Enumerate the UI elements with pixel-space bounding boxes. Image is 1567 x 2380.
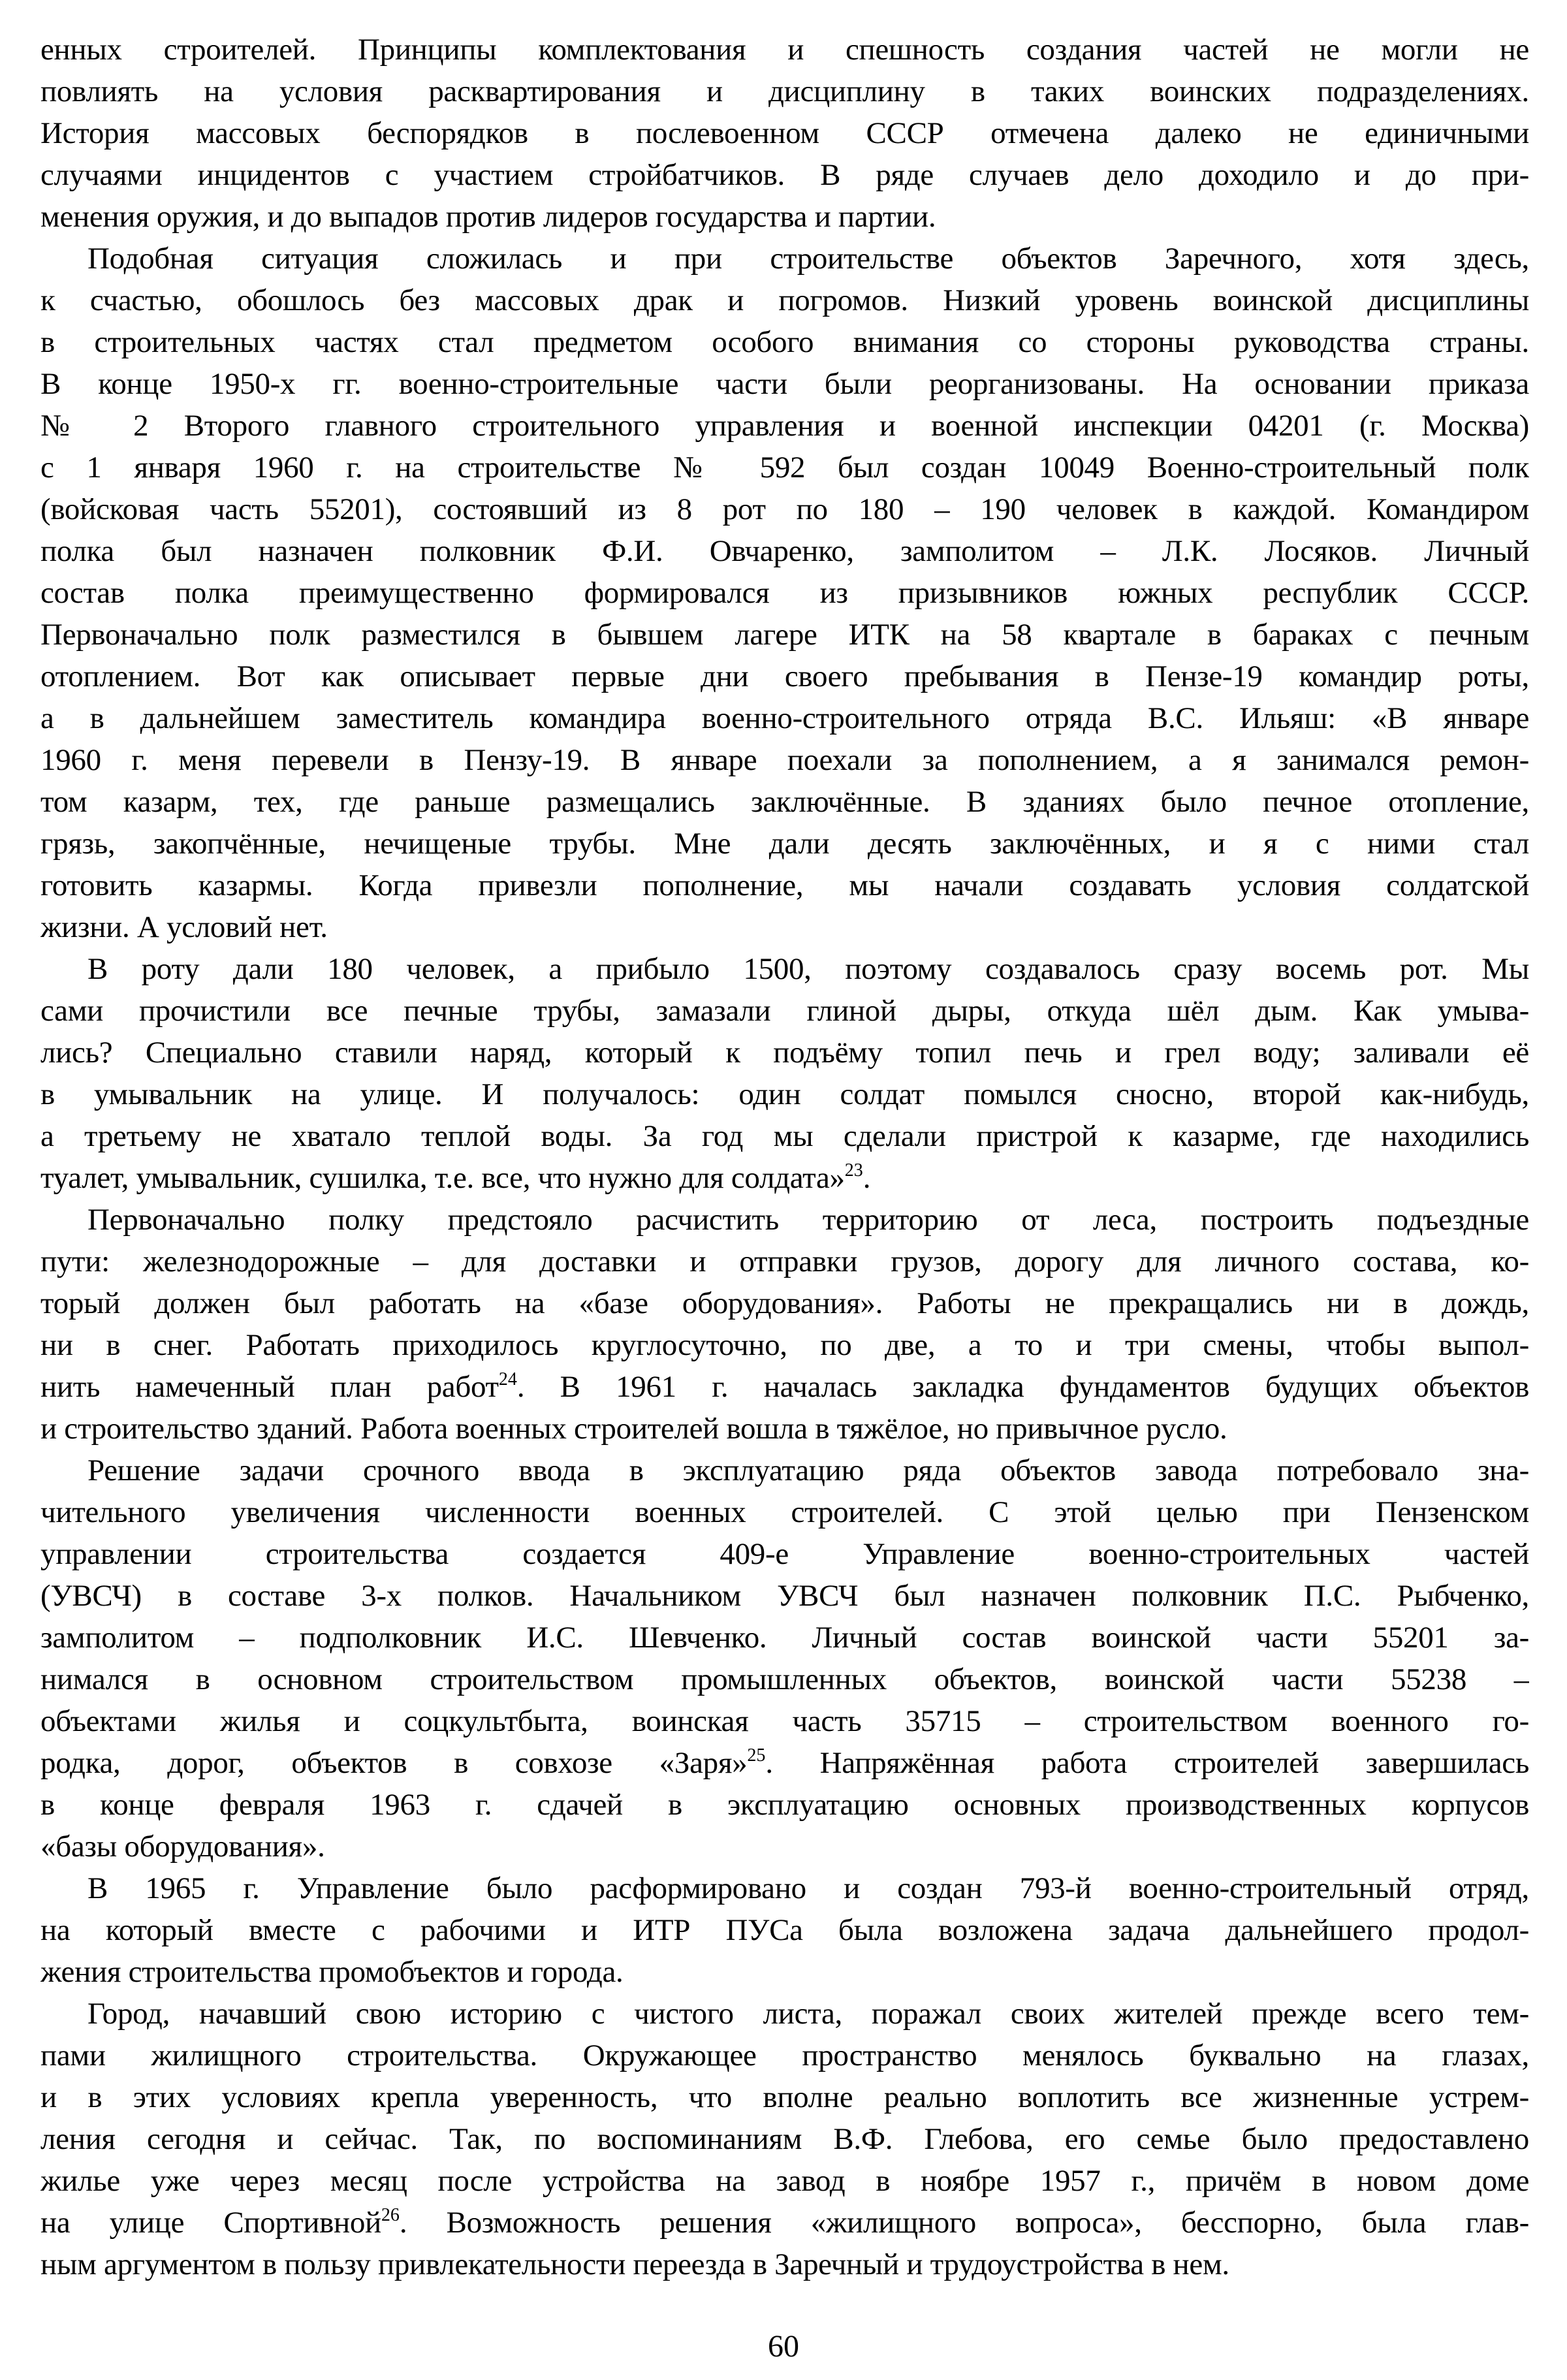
- text-line: управлении строительства создается 409-е Управление военно-строительных частей: [40, 1537, 1529, 1571]
- text-column: [40, 29, 1529, 2285]
- footnote-marker: 23: [844, 1160, 863, 1181]
- text-line: пути: железнодорожные – для доставки и отправки грузов, дорогу для личного состава, ко-: [40, 1245, 1529, 1278]
- text-line: № 2 Второго главного строительного управления и военной инспекции 04201 (г. Москва): [40, 409, 1529, 443]
- text-line: В конце 1950-х гг. военно-строительные части были реорганизованы. На основании приказа: [40, 367, 1529, 401]
- text-line: грязь, закопчённые, нечищеные трубы. Мне дали десять заключённых, и я с ними стал: [40, 827, 1529, 861]
- text-line: Город, начавший свою историю с чистого листа, поражал своих жителей прежде всего тем-: [87, 1997, 1529, 2031]
- text-line: ным аргументом в пользу привлекательности переезда в Заречный и трудоустройства в нем.: [40, 2247, 1229, 2281]
- footnote-marker: 24: [498, 1369, 517, 1389]
- page-number: 60: [768, 2329, 799, 2364]
- text-line: В 1965 г. Управление было расформировано и создан 793-й военно-строительный отряд,: [87, 1871, 1529, 1905]
- text-line: чительного увеличения численности военных строителей. С этой целью при Пензенском: [40, 1495, 1529, 1529]
- text-line: (войсковая часть 55201), состоявший из 8 рот по 180 – 190 человек в каждой. Командиром: [40, 492, 1529, 526]
- text-line: объектами жилья и соцкультбыта, воинская часть 35715 – строительством военного го-: [40, 1704, 1529, 1738]
- text-line: сами прочистили все печные трубы, замазали глиной дыры, откуда шёл дым. Как умыва-: [40, 994, 1529, 1028]
- text-line: енных строителей. Принципы комплектования и спешность создания частей не могли не: [40, 33, 1529, 67]
- text-line: родка, дорог, объектов в совхозе «Заря»$^{25}$. Напряжённая работа строителей завершилась: [40, 1745, 1529, 1780]
- text-line: и в этих условиях крепла уверенность, что вполне реально воплотить все жизненные устрем-: [40, 2080, 1529, 2114]
- text-line: в строительных частях стал предметом особого внимания со стороны руководства страны.: [40, 325, 1529, 359]
- text-line: торый должен был работать на «базе оборудования». Работы не прекращались ни в дождь,: [40, 1286, 1529, 1320]
- text-line: Подобная ситуация сложилась и при строительстве объектов Заречного, хотя здесь,: [87, 242, 1529, 276]
- text-line: Первоначально полку предстояло расчистить территорию от леса, построить подъездные: [87, 1203, 1529, 1237]
- text-line: замполитом – подполковник И.С. Шевченко. Личный состав воинской части 55201 за-: [40, 1621, 1529, 1655]
- text-line: повлиять на условия расквартирования и дисциплину в таких воинских подразделениях.: [40, 74, 1529, 108]
- text-line: Решение задачи срочного ввода в эксплуатацию ряда объектов завода потребовало зна-: [87, 1453, 1529, 1487]
- text-line: жилье уже через месяц после устройства на завод в ноябре 1957 г., причём в новом доме: [40, 2164, 1529, 2198]
- text-line: состав полка преимущественно формировался из призывников южных республик СССР.: [40, 576, 1529, 610]
- text-line: нимался в основном строительством промышленных объектов, воинской части 55238 –: [40, 1662, 1529, 1696]
- text-line: Первоначально полк разместился в бывшем лагере ИТК на 58 квартале в бараках с печным: [40, 618, 1529, 652]
- text-line: случаями инцидентов с участием стройбатчиков. В ряде случаев дело доходило и до при-: [40, 158, 1529, 192]
- text-line: туалет, умывальник, сушилка, т.е. все, что нужно для солдата»$^{23}$.: [40, 1160, 871, 1195]
- footnote-marker: 26: [381, 2205, 400, 2225]
- text-line: готовить казармы. Когда привезли пополнение, мы начали создавать условия солдатской: [40, 868, 1529, 902]
- text-line: лись? Специально ставили наряд, который к подъёму топил печь и грел воду; заливали её: [40, 1036, 1529, 1070]
- text-line: жения строительства промобъектов и города.: [40, 1955, 624, 1989]
- text-line: ления сегодня и сейчас. Так, по воспоминаниям В.Ф. Глебова, его семье было предоставлено: [40, 2122, 1529, 2156]
- text-line: том казарм, тех, где раньше размещались заключённые. В зданиях было печное отопление,: [40, 785, 1529, 819]
- text-line: 1960 г. меня перевели в Пензу-19. В январе поехали за пополнением, а я занимался ремон-: [40, 743, 1529, 777]
- text-line: к счастью, обошлось без массовых драк и погромов. Низкий уровень воинской дисциплины: [40, 283, 1529, 317]
- text-line: в умывальник на улице. И получалось: один солдат помылся сносно, второй как-нибудь,: [40, 1077, 1529, 1111]
- text-line: менения оружия, и до выпадов против лидеров государства и партии.: [40, 200, 936, 234]
- text-line: на улице Спортивной$^{26}$. Возможность решения «жилищного вопроса», бесспорно, была глав-: [40, 2205, 1529, 2240]
- text-line: а в дальнейшем заместитель командира военно-строительного отряда В.С. Ильяш: «В январе: [40, 701, 1529, 735]
- text-line: полка был назначен полковник Ф.И. Овчаренко, замполитом – Л.К. Лосяков. Личный: [40, 534, 1529, 568]
- text-line: нить намеченный план работ$^{24}$. В 1961 г. началась закладка фундаментов будущих объектов: [40, 1369, 1529, 1404]
- text-line: и строительство зданий. Работа военных строителей вошла в тяжёлое, но привычное русло.: [40, 1412, 1227, 1446]
- text-line: ни в снег. Работать приходилось круглосуточно, по две, а то и три смены, чтобы выпол-: [40, 1328, 1529, 1362]
- text-line: в конце февраля 1963 г. сдачей в эксплуатацию основных производственных корпусов: [40, 1788, 1529, 1822]
- text-line: пами жилищного строительства. Окружающее пространство менялось буквально на глазах,: [40, 2039, 1529, 2072]
- footnote-marker: 25: [747, 1745, 766, 1766]
- text-line: а третьему не хватало теплой воды. За год мы сделали пристрой к казарме, где находились: [40, 1119, 1529, 1153]
- text-line: (УВСЧ) в составе 3-х полков. Начальником УВСЧ был назначен полковник П.С. Рыбченко,: [40, 1579, 1529, 1613]
- text-line: с 1 января 1960 г. на строительстве № 592 был создан 10049 Военно-строительный полк: [40, 451, 1529, 484]
- text-line: История массовых беспорядков в послевоенном СССР отмечена далеко не единичными: [40, 116, 1529, 150]
- text-line: отоплением. Вот как описывает первые дни своего пребывания в Пензе-19 командир роты,: [40, 659, 1529, 693]
- text-line: «базы оборудования».: [40, 1830, 325, 1864]
- text-line: на который вместе с рабочими и ИТР ПУСа была возложена задача дальнейшего продол-: [40, 1913, 1529, 1947]
- text-line: В роту дали 180 человек, а прибыло 1500, поэтому создавалось сразу восемь рот. Мы: [87, 952, 1529, 986]
- text-line: жизни. А условий нет.: [40, 910, 328, 944]
